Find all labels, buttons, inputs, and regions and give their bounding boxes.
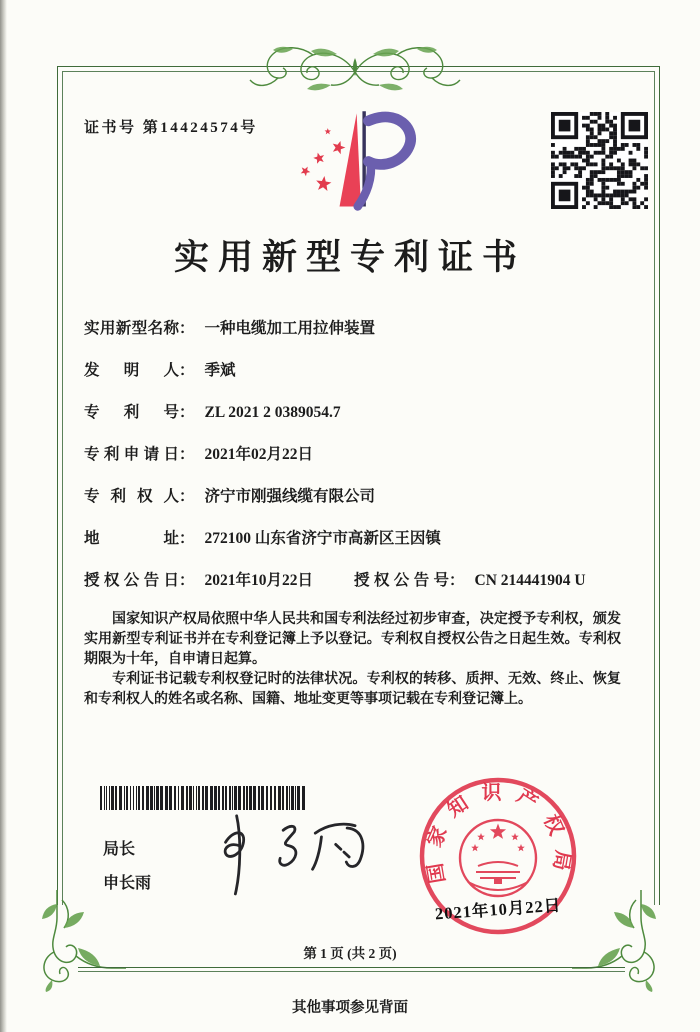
bottom-left-flourish-ornament	[34, 890, 126, 992]
field-value: ZL 2021 2 0389054.7	[204, 404, 341, 421]
field-value: 2021年02月22日	[204, 446, 314, 463]
logo-p-bowl	[368, 117, 410, 165]
field-value: CN 214441904 U	[474, 572, 586, 589]
field-row-patentee: 专利权人： 济宁市刚强线缆有限公司	[84, 484, 640, 504]
field-list	[84, 316, 640, 610]
field-row-grant	[84, 568, 640, 588]
logo-red-triangle	[340, 113, 361, 206]
field-value: 季斌	[204, 362, 236, 379]
field-value: 济宁市刚强线缆有限公司	[204, 488, 376, 505]
footer-note: 其他事项参见背面	[292, 1000, 408, 1016]
field-label: 发明人	[84, 362, 179, 379]
field-value: 272100 山东省济宁市高新区王因镇	[204, 530, 441, 547]
page-number: 第 1 页 (共 2 页)	[303, 946, 397, 961]
field-label: 授权公告日	[84, 572, 179, 589]
signer-title: 局长	[103, 841, 136, 858]
bottom-divider-rule	[78, 967, 625, 972]
field-label: 专利申请日	[84, 446, 179, 463]
grant-no-pair: 授权公告号： CN 214441904 U	[354, 568, 624, 590]
legal-paragraph-1: 国家知识产权局依照中华人民共和国专利法经过初步审查，决定授予专利权，颁发实用新型专利证书并在专利登记簿上予以登记。专利权自授权公告之日起生效。专利权期限为十年，自申请日起算。	[84, 612, 621, 667]
legal-text-block	[84, 610, 621, 710]
cnipa-logo-icon	[292, 108, 432, 215]
field-label: 专利号	[84, 404, 179, 421]
field-row-address: 地址： 272100 山东省济宁市高新区王因镇	[84, 526, 640, 546]
seal-text: 国家知识产权局	[422, 782, 574, 885]
field-row-patent-no: 专利号： ZL 2021 2 0389054.7	[84, 400, 640, 420]
national-emblem	[460, 820, 536, 896]
qr-code-icon	[551, 112, 648, 209]
certificate-title: 实用新型专利证书	[173, 238, 526, 277]
grant-date-pair: 授权公告日： 2021年10月22日	[84, 568, 354, 590]
field-label: 实用新型名称	[84, 320, 179, 337]
field-row-filing-date: 专利申请日： 2021年02月22日	[84, 442, 640, 462]
logo-stars	[301, 128, 346, 191]
handwritten-signature-icon	[196, 805, 384, 903]
field-row-name: 实用新型名称： 一种电缆加工用拉伸装置	[84, 316, 640, 336]
field-label: 专利权人	[84, 488, 179, 505]
bottom-right-flourish-ornament	[572, 890, 664, 992]
field-value: 一种电缆加工用拉伸装置	[204, 320, 376, 337]
field-label: 地址	[84, 530, 179, 547]
scan-edge-shadow	[0, 0, 7, 1032]
legal-paragraph-2: 专利证书记载专利权登记时的法律状况。专利权的转移、质押、无效、终止、恢复和专利权人的姓名或名称、国籍、地址变更等事项记载在专利登记簿上。	[84, 672, 621, 707]
field-value: 2021年10月22日	[204, 572, 314, 589]
barcode-icon	[100, 786, 308, 810]
field-row-inventor: 发明人： 季斌	[84, 358, 640, 378]
field-label: 授权公告号	[354, 572, 449, 589]
certificate-number: 证书号 第14424574号	[84, 120, 258, 136]
signer-name: 申长雨	[103, 875, 152, 892]
seal-date: 2021年10月22日	[434, 895, 562, 924]
